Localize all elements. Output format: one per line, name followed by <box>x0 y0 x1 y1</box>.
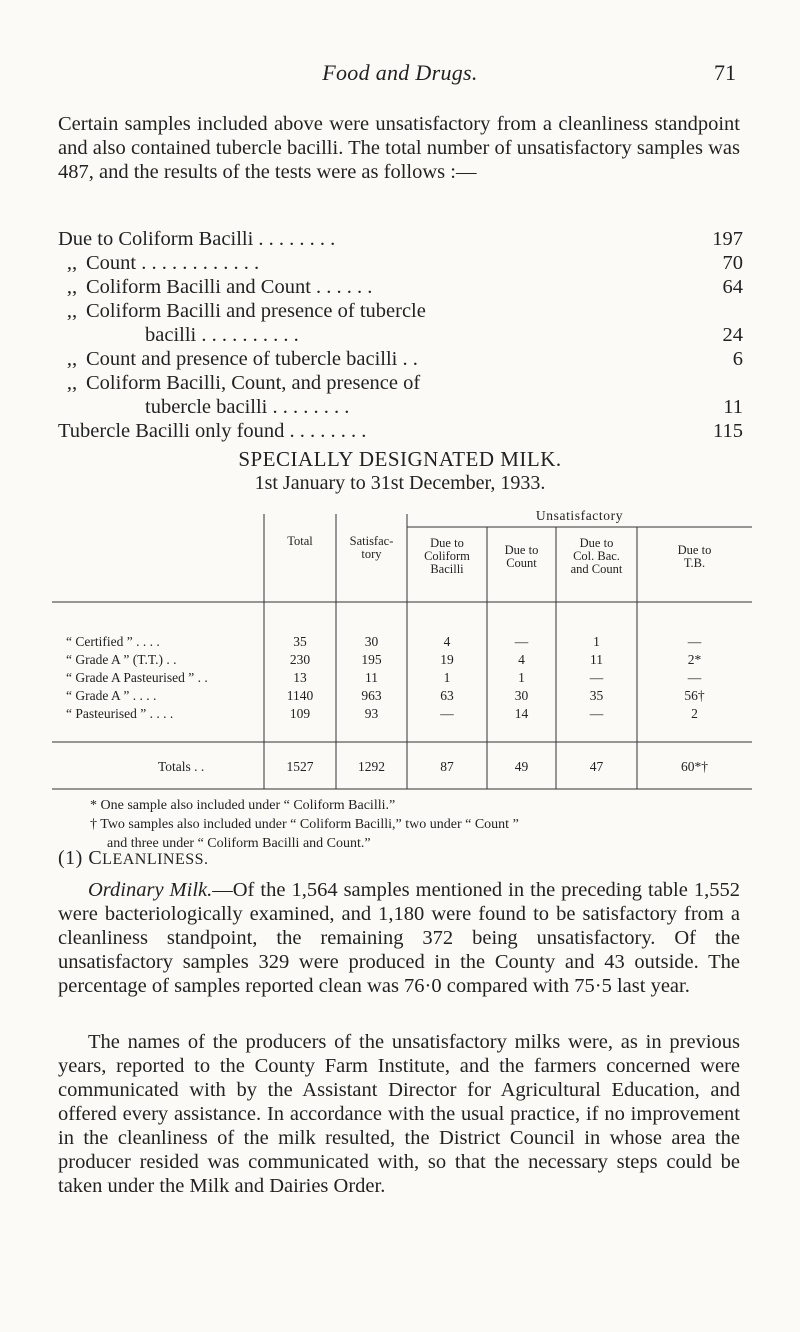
table-cell: 109 <box>289 706 311 721</box>
result-value: 24 <box>722 324 743 346</box>
results-list <box>58 227 743 443</box>
table-cell: 13 <box>293 670 307 685</box>
result-value: 6 <box>732 348 743 370</box>
table-period: 1st January to 31st December, 1933. <box>254 472 546 494</box>
ditto-mark: ,, <box>66 300 78 322</box>
row-label: “ Grade A ” (T.T.) . . <box>66 652 177 667</box>
result-row <box>58 347 743 371</box>
paragraph-ordinary-milk <box>58 878 740 998</box>
result-value: 70 <box>722 252 743 274</box>
table-cell: 4 <box>518 652 525 667</box>
footnote-dagger: † Two samples also included under “ Coliform Bacilli,” two under “ Count ” <box>90 817 519 832</box>
table-cell: — <box>687 634 702 649</box>
paragraph-lead: Ordinary Milk. <box>88 879 213 901</box>
table-cell: 1292 <box>358 759 385 774</box>
page-number: 71 <box>714 60 736 85</box>
result-label: Coliform Bacilli and Count . . . . . . <box>86 276 373 298</box>
col-header: Due to Coliform Bacilli <box>424 536 470 576</box>
paragraph-text: —Of the 1,564 samples mentioned in the preceding table 1,552 were bacteriologically examined, and 1,180 were found to be satisfactory from a cleanliness standpoint, the remaining 372 being unsatisfactory. Of the unsatisfactory samples 329 were produced in the County and 43 outside. The percentage of samples reported clean was 76·0 compared with 75·5 last year. <box>58 879 740 997</box>
result-row <box>58 275 743 299</box>
table-cell: 19 <box>440 652 454 667</box>
table-cell: — <box>589 670 604 685</box>
result-label: Coliform Bacilli, Count, and presence of <box>86 372 421 394</box>
page-header <box>0 60 800 100</box>
table-cell: 35 <box>589 688 604 703</box>
table-cell: 1 <box>518 670 525 685</box>
group-header: Unsatisfactory <box>535 508 624 523</box>
totals-label: Totals . . <box>158 759 205 774</box>
result-value: 11 <box>723 396 743 418</box>
result-label: Count and presence of tubercle bacilli . . <box>86 348 418 370</box>
result-row <box>58 251 743 275</box>
table-cell: — <box>589 706 604 721</box>
table-title: SPECIALLY DESIGNATED MILK. <box>238 447 562 471</box>
result-row-continued <box>58 395 743 419</box>
table-cell: 2* <box>687 652 702 667</box>
row-label: “ Grade A Pasteurised ” . . <box>66 670 208 685</box>
col-header: Total <box>287 534 313 548</box>
result-value: 197 <box>712 228 743 250</box>
table-cell: 1140 <box>286 688 314 703</box>
table-cell: 4 <box>443 634 451 649</box>
row-label: “ Certified ” . . . . <box>66 634 160 649</box>
table-cell: — <box>440 706 454 721</box>
ditto-mark: ,, <box>66 348 78 370</box>
table-cell: 56† <box>684 688 705 703</box>
footnote-dagger-continued: and three under “ Coliform Bacilli and Count.” <box>107 836 371 851</box>
col-header: Satisfac- tory <box>349 534 394 561</box>
table-cell: 11 <box>590 652 603 667</box>
result-label: Tubercle Bacilli only found . . . . . . . . <box>58 420 367 442</box>
result-row-continued <box>58 323 743 347</box>
table-cell: 30 <box>514 688 529 703</box>
col-header: Due to Count <box>504 543 539 570</box>
table-cell: 30 <box>364 634 379 649</box>
result-label-continued: bacilli . . . . . . . . . . <box>145 324 299 346</box>
footnote-star: * One sample also included under “ Coliform Bacilli.” <box>90 798 396 813</box>
section-title: LEANLINESS. <box>102 851 209 868</box>
result-value: 115 <box>713 420 743 442</box>
table-cell: 63 <box>440 688 454 703</box>
table-cell: — <box>687 670 702 685</box>
section-heading <box>58 847 209 870</box>
paragraph-producers <box>58 1030 740 1198</box>
result-label-continued: tubercle bacilli . . . . . . . . <box>145 396 350 418</box>
table-cell: 1527 <box>286 759 314 774</box>
section-number: (1) <box>58 847 83 869</box>
footnotes <box>90 796 740 853</box>
table-cell: 14 <box>514 706 529 721</box>
result-row <box>58 419 743 443</box>
table-cell: 2 <box>691 706 698 721</box>
result-value: 64 <box>722 276 743 298</box>
result-row <box>58 227 743 251</box>
result-row <box>58 299 743 323</box>
row-label: “ Pasteurised ” . . . . <box>66 706 174 721</box>
running-title: Food and Drugs. <box>322 60 478 85</box>
col-header: Due to Col. Bac. and Count <box>570 536 623 576</box>
ditto-mark: ,, <box>66 252 78 274</box>
intro-paragraph: Certain samples included above were unsatisfactory from a cleanliness standpoint and also contained tubercle bacilli. The total number of unsatisfactory samples was 487, and the results of the tests were as follows :— <box>58 113 740 183</box>
table-cell: 230 <box>289 652 311 667</box>
section-initial: C <box>88 847 103 869</box>
result-label: Count . . . . . . . . . . . . <box>86 252 260 274</box>
table-cell: 11 <box>365 670 378 685</box>
table-cell: — <box>514 634 529 649</box>
paragraph-text: The names of the producers of the unsatisfactory milks were, as in previous years, reported to the County Farm Institute, and the farmers concerned were communicated with by the Assistant Director for Agricultural Education, and offered every assistance. In accordance with the usual practice, if no improvement in the cleanliness of the milk resulted, the District Council in whose area the producer resided was communicated with, so that the necessary steps could be taken under the Milk and Dairies Order. <box>58 1031 740 1197</box>
result-label: Due to Coliform Bacilli . . . . . . . . <box>58 228 336 250</box>
table-cell: 47 <box>589 759 604 774</box>
table-cell: 35 <box>293 634 307 649</box>
row-label: “ Grade A ” . . . . <box>66 688 157 703</box>
table-cell: 87 <box>440 759 454 774</box>
table-cell: 1 <box>443 670 451 685</box>
col-header: Due to T.B. <box>677 543 712 570</box>
ditto-mark: ,, <box>66 372 78 394</box>
table-cell: 963 <box>361 688 382 703</box>
result-label: Coliform Bacilli and presence of tubercle <box>86 300 426 322</box>
table-cell: 60*† <box>681 759 708 774</box>
milk-table <box>52 506 752 796</box>
table-cell: 93 <box>364 706 379 721</box>
table-cell: 49 <box>514 759 529 774</box>
table-cell: 1 <box>593 634 600 649</box>
ditto-mark: ,, <box>66 276 78 298</box>
table-cell: 195 <box>361 652 382 667</box>
result-row <box>58 371 743 395</box>
